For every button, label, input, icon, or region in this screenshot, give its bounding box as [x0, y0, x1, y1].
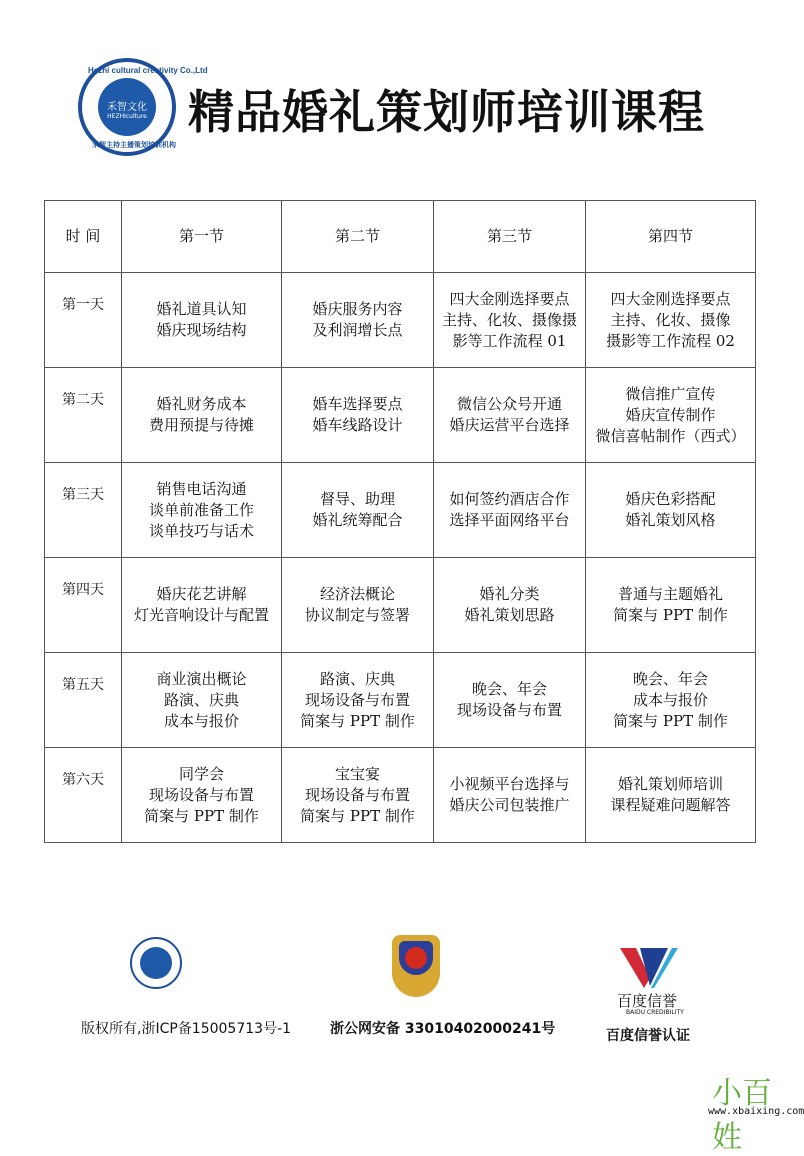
course-cell [586, 748, 756, 843]
course-cell [586, 273, 756, 368]
course-line: 督导、助理 [319, 490, 395, 508]
course-line: 婚庆现场结构 [156, 321, 247, 339]
course-line: 微信推广宣传 [625, 384, 716, 403]
course-line: 主持、化妆、摄像 [610, 310, 731, 329]
course-line: 如何签约酒店合作 [449, 490, 570, 508]
course-line: 简案与 PPT 制作 [613, 711, 728, 730]
course-cell [434, 463, 586, 558]
course-cell [122, 273, 282, 368]
course-line: 课程疑难问题解答 [610, 796, 731, 814]
hezhi-logo [78, 58, 208, 156]
course-line: 谈单前准备工作 [148, 500, 254, 519]
course-line: 婚礼财务成本 [156, 395, 247, 413]
course-line: 商业演出概论 [156, 669, 247, 688]
day-cell: 第四天 [45, 558, 122, 653]
day-cell: 第二天 [45, 368, 122, 463]
course-cell [122, 463, 282, 558]
schedule-table [44, 200, 756, 843]
course-cell [122, 368, 282, 463]
course-line: 婚庆花艺讲解 [156, 585, 247, 603]
course-line: 路演、庆典 [319, 669, 395, 688]
baidu-caption: 百度信誉认证 [606, 1028, 690, 1044]
course-line: 小视频平台选择与 [449, 775, 570, 793]
course-line: 婚庆色彩搭配 [625, 490, 716, 508]
table-row [45, 463, 756, 558]
day-cell: 第六天 [45, 748, 122, 843]
table-row [45, 273, 756, 368]
course-line: 普通与主题婚礼 [617, 585, 723, 603]
course-line: 灯光音响设计与配置 [133, 606, 269, 624]
course-cell [434, 368, 586, 463]
police-record-text: 浙公网安备 33010402000241号 [330, 1021, 556, 1037]
logo-bottom-text: 禾智主持主播策划培训机构 [92, 142, 176, 149]
course-line: 婚礼策划师培训 [617, 775, 723, 793]
header-cell: 第二节 [282, 201, 434, 273]
course-line: 婚礼分类 [479, 585, 540, 603]
table-row [45, 748, 756, 843]
course-line: 谈单技巧与话术 [148, 521, 254, 540]
day-cell: 第一天 [45, 273, 122, 368]
course-line: 路演、庆典 [163, 690, 239, 709]
course-line: 简案与 PPT 制作 [613, 606, 728, 624]
course-line: 婚礼策划思路 [464, 606, 555, 624]
course-line: 现场设备与布置 [304, 690, 410, 709]
course-line: 四大金刚选择要点 [449, 289, 570, 308]
course-line: 选择平面网络平台 [449, 511, 570, 529]
course-line: 婚礼策划风格 [625, 511, 716, 529]
course-line: 晚会、年会 [632, 669, 708, 688]
logo-name-cn: 禾智文化 [107, 102, 147, 113]
course-line: 费用预提与待摊 [148, 416, 254, 434]
course-cell [282, 748, 434, 843]
watermark-text: 小百姓 [712, 1076, 772, 1155]
page-title: 精品婚礼策划师培训课程 [188, 85, 705, 139]
course-cell [586, 653, 756, 748]
course-line: 简案与 PPT 制作 [300, 806, 415, 825]
baidu-credibility-logo [620, 948, 680, 988]
course-cell [586, 463, 756, 558]
course-line: 婚车线路设计 [312, 416, 403, 434]
course-line: 及利润增长点 [312, 321, 403, 339]
course-line: 婚庆宣传制作 [625, 405, 716, 424]
hezhi-footer-logo [130, 937, 182, 989]
course-line: 经济法概论 [319, 585, 395, 603]
course-line: 成本与报价 [163, 711, 239, 730]
course-line: 简案与 PPT 制作 [300, 711, 415, 730]
course-line: 微信喜帖制作（西式） [595, 426, 746, 445]
logo-name-en: HEZHIculture [107, 113, 147, 120]
course-cell [282, 368, 434, 463]
header-cell: 第三节 [434, 201, 586, 273]
course-line: 婚庆公司包装推广 [449, 796, 570, 814]
course-line: 现场设备与布置 [148, 785, 254, 804]
course-line: 婚礼统筹配合 [312, 511, 403, 529]
header-row [45, 201, 756, 273]
course-cell [586, 368, 756, 463]
course-line: 影等工作流程 01 [452, 331, 567, 350]
course-cell [282, 273, 434, 368]
header-cell: 第四节 [586, 201, 756, 273]
course-line: 同学会 [178, 764, 224, 783]
baidu-logo-cn: 百度信誉 [617, 992, 678, 1010]
course-line: 销售电话沟通 [156, 479, 247, 498]
course-cell [434, 273, 586, 368]
course-line: 晚会、年会 [471, 680, 547, 698]
course-line: 主持、化妆、摄像摄 [441, 310, 577, 329]
course-line: 现场设备与布置 [304, 785, 410, 804]
police-badge-icon [392, 935, 440, 997]
course-cell [282, 558, 434, 653]
course-cell [282, 653, 434, 748]
copyright-text: 版权所有,浙ICP备15005713号-1 [81, 1021, 292, 1037]
course-line: 婚庆服务内容 [312, 300, 403, 318]
course-line: 四大金刚选择要点 [610, 289, 731, 308]
day-cell: 第五天 [45, 653, 122, 748]
course-line: 协议制定与签署 [304, 606, 410, 624]
watermark-url: www.xbaixing.com [708, 1106, 804, 1117]
course-cell [122, 748, 282, 843]
table-row [45, 653, 756, 748]
baidu-logo-en: BAIDU CREDIBILITY [626, 1009, 684, 1016]
table-row [45, 368, 756, 463]
course-cell [586, 558, 756, 653]
course-line: 婚礼道具认知 [156, 300, 247, 318]
header-cell: 第一节 [122, 201, 282, 273]
course-line: 宝宝宴 [334, 764, 380, 783]
course-line: 摄影等工作流程 02 [606, 331, 735, 350]
course-cell [434, 558, 586, 653]
course-cell [434, 653, 586, 748]
course-cell [282, 463, 434, 558]
logo-ring-text: Hezhi cultural creativity Co.,Ltd [88, 66, 208, 75]
course-cell [434, 748, 586, 843]
course-line: 微信公众号开通 [456, 395, 562, 413]
day-cell: 第三天 [45, 463, 122, 558]
course-line: 现场设备与布置 [456, 701, 562, 719]
course-cell [122, 653, 282, 748]
course-line: 婚车选择要点 [312, 395, 403, 413]
course-line: 简案与 PPT 制作 [144, 806, 259, 825]
course-line: 婚庆运营平台选择 [449, 416, 570, 434]
header-cell: 时 间 [45, 201, 122, 273]
course-line: 成本与报价 [632, 690, 708, 709]
table-row [45, 558, 756, 653]
course-cell [122, 558, 282, 653]
